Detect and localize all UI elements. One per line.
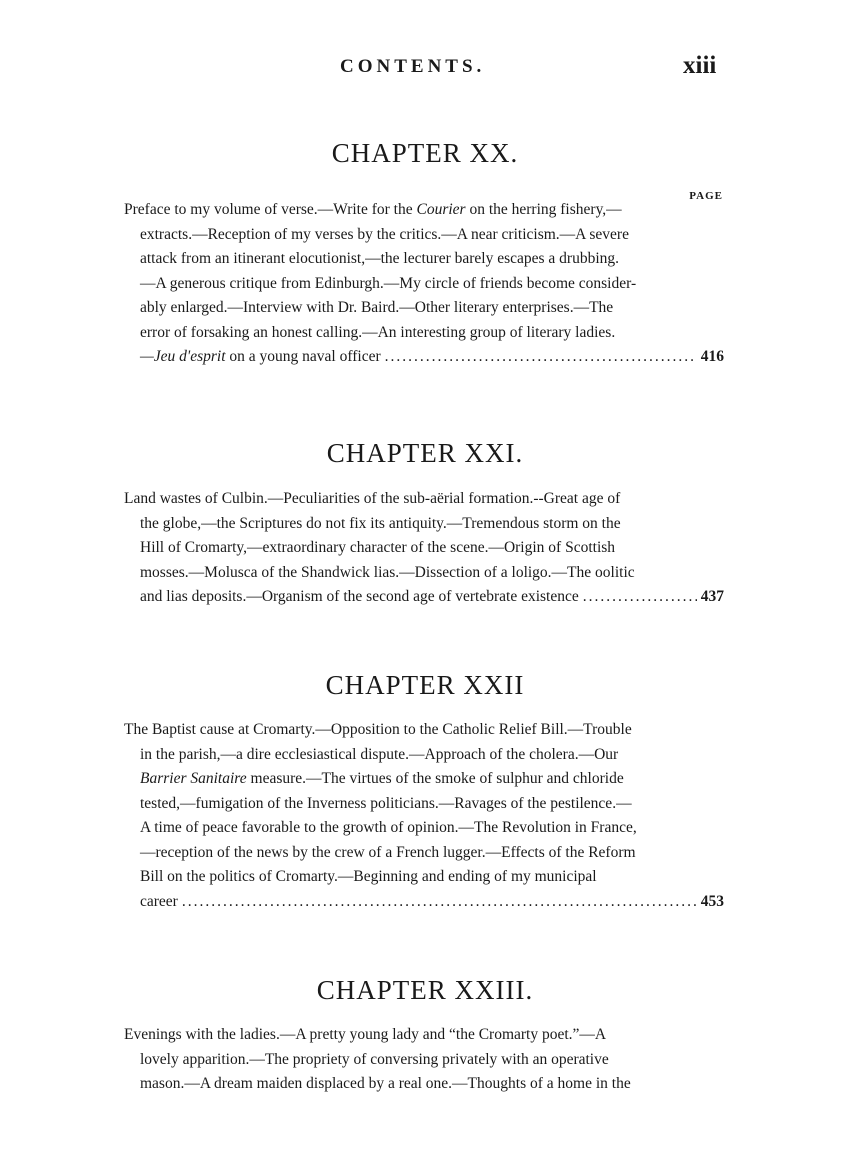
italic-title: —Jeu d'esprit [140, 348, 226, 365]
summary-line: mason.—A dream maiden displaced by a real one.—Thoughts of a home in the [140, 1075, 631, 1092]
chapter-xxii [0, 670, 850, 701]
chapter-page-number: 416 [700, 348, 724, 365]
summary-line: The Baptist cause at Cromarty.—Opposition to the Catholic Relief Bill.—Trouble [124, 721, 632, 738]
chapter-page-number: 453 [700, 892, 724, 910]
italic-title: Courier [416, 201, 466, 218]
chapter-heading: CHAPTER XX. [331, 138, 519, 168]
page-number: xiii [683, 52, 717, 79]
summary-line: Evenings with the ladies.—A pretty young lady and “the Cromarty poet.”—A [124, 1026, 607, 1043]
summary-line: the globe,—the Scriptures do not fix its antiquity.—Tremendous storm on the [140, 514, 621, 532]
chapter-heading: CHAPTER XXIII. [316, 975, 534, 1005]
summary-line: Barrier Sanitaire measure.—The virtues of the smoke of sulphur and chloride [140, 770, 624, 787]
italic-title: Barrier Sanitaire [140, 770, 247, 787]
chapter-heading: CHAPTER XXII [325, 670, 525, 700]
running-head [0, 52, 850, 86]
chapter-xx [0, 138, 850, 169]
summary-leader-line: and lias deposits.—Organism of the second age of vertebrate existence ..... 437 [124, 585, 724, 610]
chapter-xxiii [0, 975, 850, 1006]
summary-line: Hill of Cromarty,—extraordinary character of the scene.—Origin of Scottish [140, 539, 616, 556]
chapter-page-number: 437 [700, 588, 724, 605]
dot-leader [583, 585, 697, 610]
summary-line: error of forsaking an honest calling.—An interesting group of literary ladies. [140, 323, 616, 341]
chapter-xxi-summary [124, 487, 724, 610]
summary-line: lovely apparition.—The propriety of conversing privately with an operative [140, 1050, 609, 1068]
summary-line: attack from an itinerant elocutionist,—the lecturer barely escapes a drubbing. [140, 250, 620, 267]
page-column-label: PAGE [689, 190, 723, 202]
summary-line: mosses.—Molusca of the Shandwick lias.—Dissection of a loligo.—The oolitic [140, 563, 635, 581]
summary-line: Preface to my volume of verse.—Write for the Courier on the herring fishery,— [124, 201, 622, 218]
chapter-xxi [0, 438, 850, 469]
summary-leader-line: —Jeu d'esprit on a young naval officer ..... 416 [124, 345, 724, 370]
running-title: CONTENTS. [340, 56, 486, 77]
dot-leader [385, 345, 697, 370]
summary-leader-line: career ..... 453 [124, 890, 724, 915]
summary-line: tested,—fumigation of the Inverness politicians.—Ravages of the pestilence.— [140, 794, 632, 812]
chapter-xxiii-summary [124, 1023, 724, 1097]
chapter-heading: CHAPTER XXI. [326, 438, 524, 468]
chapter-xx-summary [124, 198, 724, 370]
dot-leader [182, 890, 697, 915]
summary-line: —A generous critique from Edinburgh.—My circle of friends become consider- [140, 274, 637, 292]
summary-line: Land wastes of Culbin.—Peculiarities of the sub-aërial formation.--Great age of [124, 490, 621, 507]
chapter-xxii-summary [124, 718, 724, 914]
summary-line: in the parish,—a dire ecclesiastical dispute.—Approach of the cholera.—Our [140, 745, 619, 763]
summary-line: Bill on the politics of Cromarty.—Beginning and ending of my municipal [140, 868, 597, 885]
summary-line: ably enlarged.—Interview with Dr. Baird.—Other literary enterprises.—The [140, 299, 614, 316]
summary-line: —reception of the news by the crew of a French lugger.—Effects of the Reform [140, 843, 636, 861]
summary-line: extracts.—Reception of my verses by the critics.—A near criticism.—A severe [140, 225, 629, 243]
summary-line: A time of peace favorable to the growth of opinion.—The Revolution in France, [140, 819, 637, 836]
